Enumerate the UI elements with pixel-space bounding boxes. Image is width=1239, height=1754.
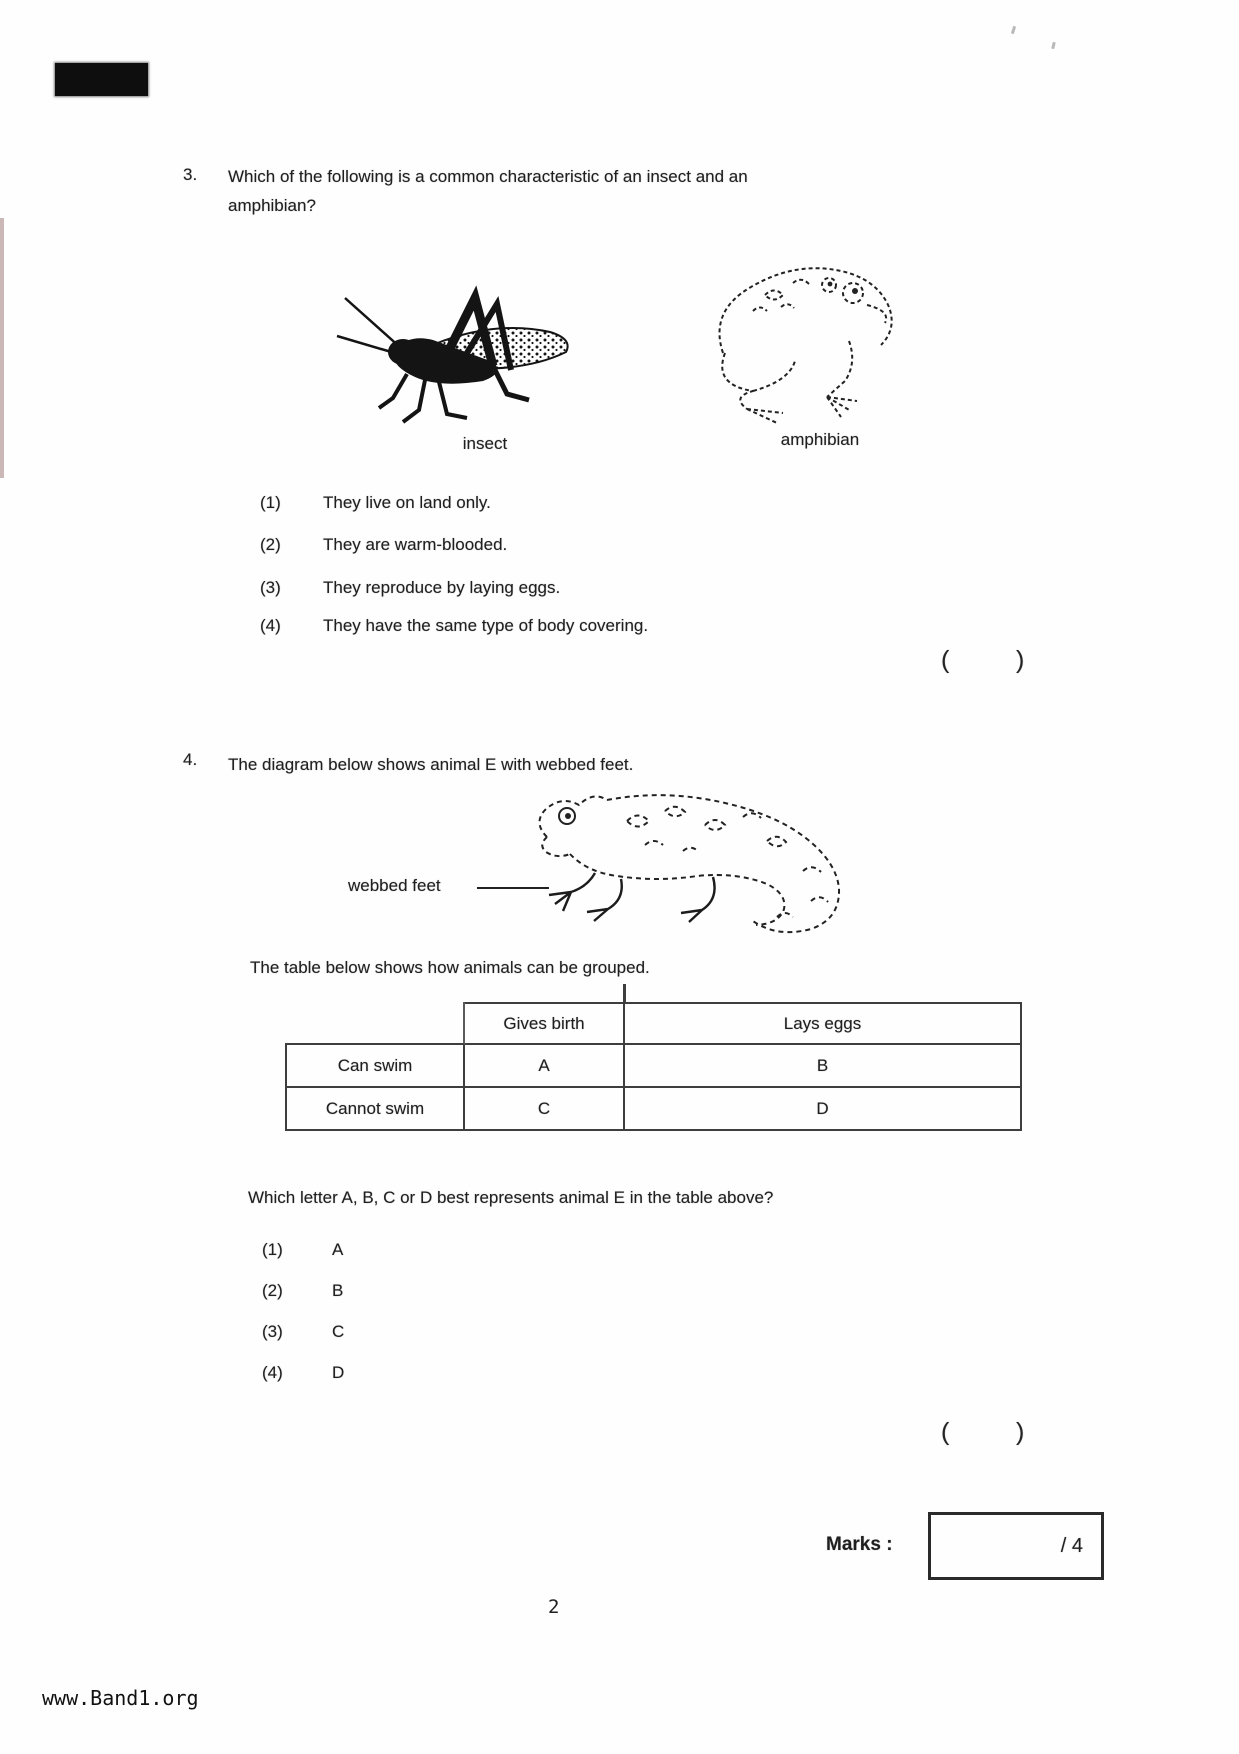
q4-text: The diagram below shows animal E with webbed feet. <box>228 755 634 774</box>
animal-e-illustration <box>515 785 860 945</box>
q4-table-intro: The table below shows how animals can be grouped. <box>250 958 650 977</box>
q3-option2-num: (2) <box>260 535 281 554</box>
redaction-box <box>55 63 148 96</box>
q3-option4-text: They have the same type of body covering. <box>323 616 649 635</box>
q4-option2-text: B <box>332 1281 344 1300</box>
table-cell-c: C <box>465 1088 625 1131</box>
table-tick-artifact <box>623 984 626 1003</box>
insect-illustration <box>335 282 603 434</box>
page-number: 2 <box>548 1596 560 1618</box>
q3-text-line1: Which of the following is a common characteristic of an insect and an <box>228 167 748 186</box>
table-header-lays-eggs: Lays eggs <box>625 1002 1022 1045</box>
animal-grouping-table <box>285 1002 1022 1131</box>
q3-answer-bracket-open: ( <box>941 646 950 674</box>
q4-option1-num: (1) <box>262 1240 283 1259</box>
scan-speck <box>1011 26 1016 35</box>
amphibian-caption: amphibian <box>780 430 860 449</box>
q3-option4-num: (4) <box>260 616 281 635</box>
q4-option2-num: (2) <box>262 1281 283 1300</box>
q4-option1-text: A <box>332 1240 344 1259</box>
q3-option1-num: (1) <box>260 493 281 512</box>
q4-question: Which letter A, B, C or D best represents animal E in the table above? <box>248 1188 774 1207</box>
q4-option3-text: C <box>332 1322 345 1341</box>
q4-answer-bracket-close: ) <box>1016 1418 1025 1446</box>
table-row-label-can-swim: Can swim <box>285 1045 465 1088</box>
table-cell-a: A <box>465 1045 625 1088</box>
scan-speck <box>1051 42 1056 50</box>
table-header-gives-birth: Gives birth <box>465 1002 625 1045</box>
q3-number: 3. <box>183 165 198 184</box>
footer-url: www.Band1.org <box>42 1686 199 1710</box>
q3-text-line2: amphibian? <box>228 196 316 215</box>
webbed-feet-pointer-line <box>477 887 549 889</box>
scan-edge-artifact <box>0 218 4 478</box>
q3-option2-text: They are warm-blooded. <box>323 535 508 554</box>
q3-answer-bracket-close: ) <box>1016 646 1025 674</box>
table-row-label-cannot-swim: Cannot swim <box>285 1088 465 1131</box>
q3-option1-text: They live on land only. <box>323 493 491 512</box>
table-cell-b: B <box>625 1045 1022 1088</box>
q4-option3-num: (3) <box>262 1322 283 1341</box>
q4-option4-text: D <box>332 1363 345 1382</box>
q4-number: 4. <box>183 750 198 769</box>
table-cell-d: D <box>625 1088 1022 1131</box>
amphibian-illustration <box>695 245 910 435</box>
q3-option3-text: They reproduce by laying eggs. <box>323 578 561 597</box>
marks-box <box>928 1512 1104 1580</box>
q3-option3-num: (3) <box>260 578 281 597</box>
marks-label: Marks : <box>826 1534 893 1555</box>
q3-text <box>228 162 908 220</box>
webbed-feet-label: webbed feet <box>348 876 441 895</box>
q4-option4-num: (4) <box>262 1363 283 1382</box>
q4-answer-bracket-open: ( <box>941 1418 950 1446</box>
marks-value: / 4 <box>1060 1534 1083 1557</box>
table-corner-cell <box>285 1002 465 1045</box>
insect-caption: insect <box>462 434 508 453</box>
